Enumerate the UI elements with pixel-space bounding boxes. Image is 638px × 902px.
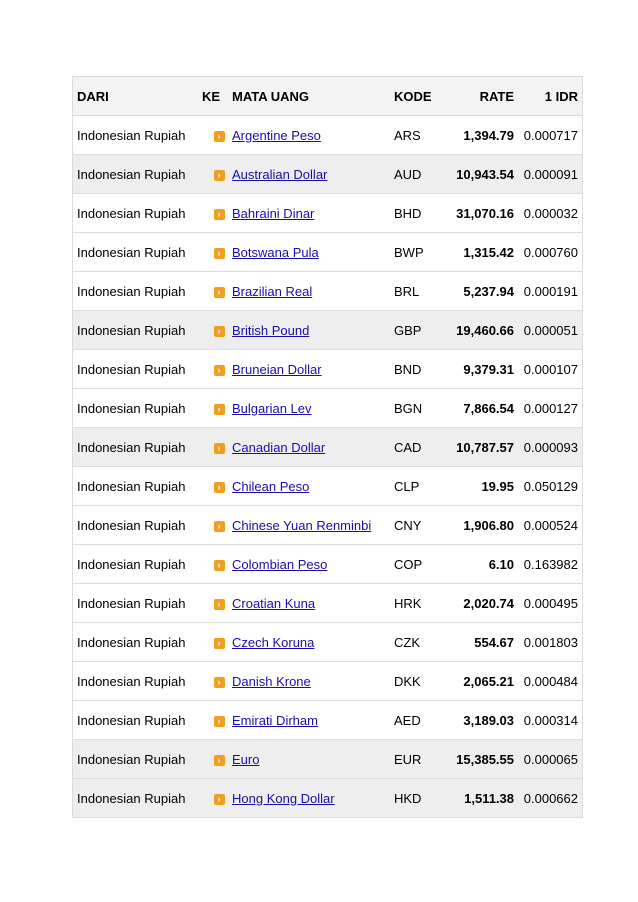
- chevron-right-icon: ›: [214, 404, 225, 415]
- rate-cell: 19.95: [444, 467, 518, 506]
- chevron-right-icon: ›: [214, 131, 225, 142]
- per-idr-cell: 0.000760: [518, 233, 583, 272]
- table-row: [73, 545, 583, 584]
- per-idr-cell: 0.000032: [518, 194, 583, 233]
- from-currency-cell: Indonesian Rupiah: [73, 506, 203, 545]
- currency-name-cell: [228, 116, 390, 155]
- currency-link[interactable]: Emirati Dirham: [232, 712, 318, 728]
- table-row: [73, 233, 583, 272]
- currency-code-cell: BND: [390, 350, 444, 389]
- from-currency-cell: Indonesian Rupiah: [73, 389, 203, 428]
- currency-name-cell: [228, 740, 390, 779]
- to-arrow-cell: [202, 428, 228, 467]
- currency-name-cell: [228, 233, 390, 272]
- currency-name-cell: [228, 701, 390, 740]
- currency-name-cell: [228, 428, 390, 467]
- to-arrow-cell: [202, 701, 228, 740]
- currency-code-cell: BGN: [390, 389, 444, 428]
- to-arrow-cell: [202, 467, 228, 506]
- to-arrow-cell: [202, 506, 228, 545]
- rate-cell: 10,787.57: [444, 428, 518, 467]
- currency-code-cell: CLP: [390, 467, 444, 506]
- table-row: [73, 311, 583, 350]
- header-from: DARI: [73, 77, 203, 116]
- header-code: KODE: [390, 77, 444, 116]
- rate-cell: 3,189.03: [444, 701, 518, 740]
- from-currency-cell: Indonesian Rupiah: [73, 584, 203, 623]
- currency-code-cell: DKK: [390, 662, 444, 701]
- header-rate: RATE: [444, 77, 518, 116]
- table-body: [73, 116, 583, 818]
- rate-cell: 7,866.54: [444, 389, 518, 428]
- per-idr-cell: 0.050129: [518, 467, 583, 506]
- header-idr: 1 IDR: [518, 77, 583, 116]
- chevron-right-icon: ›: [214, 794, 225, 805]
- rate-cell: 1,315.42: [444, 233, 518, 272]
- to-arrow-cell: [202, 740, 228, 779]
- to-arrow-cell: [202, 311, 228, 350]
- per-idr-cell: 0.000717: [518, 116, 583, 155]
- rate-cell: 15,385.55: [444, 740, 518, 779]
- table-row: [73, 194, 583, 233]
- currency-code-cell: EUR: [390, 740, 444, 779]
- chevron-right-icon: ›: [214, 326, 225, 337]
- from-currency-cell: Indonesian Rupiah: [73, 623, 203, 662]
- from-currency-cell: Indonesian Rupiah: [73, 779, 203, 818]
- per-idr-cell: 0.000051: [518, 311, 583, 350]
- currency-link[interactable]: Botswana Pula: [232, 244, 319, 260]
- table-row: [73, 506, 583, 545]
- rate-cell: 31,070.16: [444, 194, 518, 233]
- currency-link[interactable]: Chinese Yuan Renminbi: [232, 517, 372, 533]
- currency-name-cell: [228, 779, 390, 818]
- currency-link[interactable]: Colombian Peso: [232, 556, 328, 572]
- chevron-right-icon: ›: [214, 443, 225, 454]
- currency-code-cell: AUD: [390, 155, 444, 194]
- rate-cell: 1,394.79: [444, 116, 518, 155]
- per-idr-cell: 0.000662: [518, 779, 583, 818]
- from-currency-cell: Indonesian Rupiah: [73, 233, 203, 272]
- currency-name-cell: [228, 389, 390, 428]
- currency-code-cell: COP: [390, 545, 444, 584]
- to-arrow-cell: [202, 623, 228, 662]
- currency-code-cell: GBP: [390, 311, 444, 350]
- table-row: [73, 584, 583, 623]
- to-arrow-cell: [202, 194, 228, 233]
- currency-name-cell: [228, 311, 390, 350]
- currency-link[interactable]: Australian Dollar: [232, 166, 328, 182]
- chevron-right-icon: ›: [214, 170, 225, 181]
- per-idr-cell: 0.001803: [518, 623, 583, 662]
- currency-code-cell: BRL: [390, 272, 444, 311]
- per-idr-cell: 0.163982: [518, 545, 583, 584]
- currency-code-cell: HKD: [390, 779, 444, 818]
- rate-cell: 2,020.74: [444, 584, 518, 623]
- currency-name-cell: [228, 584, 390, 623]
- chevron-right-icon: ›: [214, 677, 225, 688]
- header-currency: MATA UANG: [228, 77, 390, 116]
- rate-cell: 1,906.80: [444, 506, 518, 545]
- currency-name-cell: [228, 272, 390, 311]
- currency-name-cell: [228, 623, 390, 662]
- exchange-rate-table: [72, 76, 583, 818]
- per-idr-cell: 0.000524: [518, 506, 583, 545]
- chevron-right-icon: ›: [214, 560, 225, 571]
- table-row: [73, 740, 583, 779]
- currency-link[interactable]: British Pound: [232, 322, 310, 338]
- currency-name-cell: [228, 506, 390, 545]
- currency-link[interactable]: Brazilian Real: [232, 283, 313, 299]
- currency-code-cell: CAD: [390, 428, 444, 467]
- from-currency-cell: Indonesian Rupiah: [73, 428, 203, 467]
- rate-cell: 554.67: [444, 623, 518, 662]
- currency-link[interactable]: Czech Koruna: [232, 634, 315, 650]
- currency-code-cell: BWP: [390, 233, 444, 272]
- rate-cell: 1,511.38: [444, 779, 518, 818]
- chevron-right-icon: ›: [214, 209, 225, 220]
- per-idr-cell: 0.000065: [518, 740, 583, 779]
- currency-name-cell: [228, 194, 390, 233]
- to-arrow-cell: [202, 545, 228, 584]
- per-idr-cell: 0.000107: [518, 350, 583, 389]
- from-currency-cell: Indonesian Rupiah: [73, 662, 203, 701]
- chevron-right-icon: ›: [214, 482, 225, 493]
- chevron-right-icon: ›: [214, 638, 225, 649]
- currency-name-cell: [228, 155, 390, 194]
- to-arrow-cell: [202, 350, 228, 389]
- currency-code-cell: BHD: [390, 194, 444, 233]
- from-currency-cell: Indonesian Rupiah: [73, 272, 203, 311]
- to-arrow-cell: [202, 272, 228, 311]
- rate-cell: 9,379.31: [444, 350, 518, 389]
- from-currency-cell: Indonesian Rupiah: [73, 194, 203, 233]
- from-currency-cell: Indonesian Rupiah: [73, 350, 203, 389]
- from-currency-cell: Indonesian Rupiah: [73, 740, 203, 779]
- currency-link[interactable]: Hong Kong Dollar: [232, 790, 335, 806]
- from-currency-cell: Indonesian Rupiah: [73, 545, 203, 584]
- currency-link[interactable]: Canadian Dollar: [232, 439, 326, 455]
- currency-link[interactable]: Danish Krone: [232, 673, 311, 689]
- to-arrow-cell: [202, 389, 228, 428]
- per-idr-cell: 0.000484: [518, 662, 583, 701]
- currency-name-cell: [228, 662, 390, 701]
- chevron-right-icon: ›: [214, 716, 225, 727]
- currency-code-cell: AED: [390, 701, 444, 740]
- table-row: [73, 779, 583, 818]
- currency-code-cell: CNY: [390, 506, 444, 545]
- to-arrow-cell: [202, 662, 228, 701]
- header-to: KE: [202, 77, 228, 116]
- from-currency-cell: Indonesian Rupiah: [73, 155, 203, 194]
- per-idr-cell: 0.000091: [518, 155, 583, 194]
- currency-link[interactable]: Argentine Peso: [232, 127, 321, 143]
- table-row: [73, 350, 583, 389]
- currency-name-cell: [228, 545, 390, 584]
- to-arrow-cell: [202, 584, 228, 623]
- table-row: [73, 662, 583, 701]
- table-row: [73, 272, 583, 311]
- currency-link[interactable]: Bruneian Dollar: [232, 361, 322, 377]
- currency-link[interactable]: Croatian Kuna: [232, 595, 316, 611]
- chevron-right-icon: ›: [214, 287, 225, 298]
- table-row: [73, 155, 583, 194]
- from-currency-cell: Indonesian Rupiah: [73, 701, 203, 740]
- chevron-right-icon: ›: [214, 599, 225, 610]
- currency-link[interactable]: Bulgarian Lev: [232, 400, 312, 416]
- rate-cell: 6.10: [444, 545, 518, 584]
- chevron-right-icon: ›: [214, 365, 225, 376]
- currency-name-cell: [228, 467, 390, 506]
- currency-code-cell: ARS: [390, 116, 444, 155]
- to-arrow-cell: [202, 233, 228, 272]
- rate-cell: 10,943.54: [444, 155, 518, 194]
- currency-link[interactable]: Bahraini Dinar: [232, 205, 315, 221]
- table-row: [73, 701, 583, 740]
- rate-cell: 5,237.94: [444, 272, 518, 311]
- to-arrow-cell: [202, 155, 228, 194]
- chevron-right-icon: ›: [214, 248, 225, 259]
- to-arrow-cell: [202, 116, 228, 155]
- table-row: [73, 389, 583, 428]
- currency-code-cell: CZK: [390, 623, 444, 662]
- per-idr-cell: 0.000093: [518, 428, 583, 467]
- per-idr-cell: 0.000314: [518, 701, 583, 740]
- currency-name-cell: [228, 350, 390, 389]
- currency-link[interactable]: Euro: [232, 751, 260, 767]
- rate-cell: 2,065.21: [444, 662, 518, 701]
- from-currency-cell: Indonesian Rupiah: [73, 116, 203, 155]
- table-row: [73, 116, 583, 155]
- to-arrow-cell: [202, 779, 228, 818]
- per-idr-cell: 0.000495: [518, 584, 583, 623]
- from-currency-cell: Indonesian Rupiah: [73, 467, 203, 506]
- from-currency-cell: Indonesian Rupiah: [73, 311, 203, 350]
- rate-cell: 19,460.66: [444, 311, 518, 350]
- chevron-right-icon: ›: [214, 755, 225, 766]
- table-row: [73, 467, 583, 506]
- currency-code-cell: HRK: [390, 584, 444, 623]
- per-idr-cell: 0.000191: [518, 272, 583, 311]
- per-idr-cell: 0.000127: [518, 389, 583, 428]
- table-row: [73, 623, 583, 662]
- currency-link[interactable]: Chilean Peso: [232, 478, 310, 494]
- table-header-row: [73, 77, 583, 116]
- table-row: [73, 428, 583, 467]
- chevron-right-icon: ›: [214, 521, 225, 532]
